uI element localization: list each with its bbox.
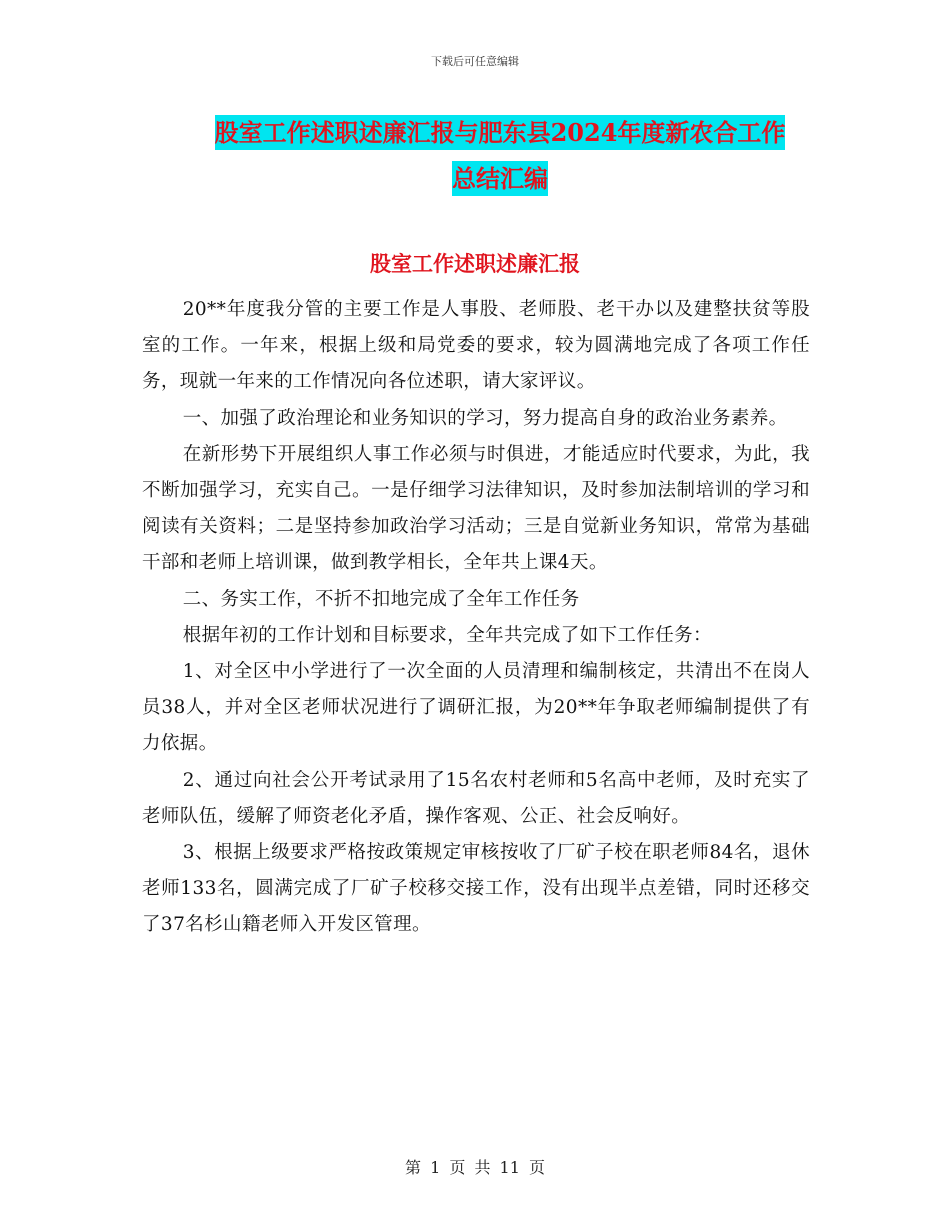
- paragraph: 一、加强了政治理论和业务知识的学习，努力提高自身的政治业务素养。: [182, 407, 788, 429]
- section-title: 股室工作述职述廉汇报: [370, 251, 580, 276]
- paragraph: 根据年初的工作计划和目标要求，全年共完成了如下工作任务：: [182, 624, 712, 646]
- paragraph: 在新形势下开展组织人事工作必须与时俱进，才能适应时代要求，为此，我不断加强学习，充实自己。一是仔细学习法律知识，及时参加法制培训的学习和阅读有关资料；二是坚持参加政治学习活动；三是自觉新业务知识，常常为基础干部和老师上培训课，做到教学相长，全年共上课4天。: [142, 443, 810, 574]
- paragraph: 2、通过向社会公开考试录用了15名农村老师和5名高中老师，及时充实了老师队伍，缓解了师资老化矛盾，操作客观、公正、社会反响好。: [142, 769, 810, 827]
- document-title-line-1: 股室工作述职述廉汇报与肥东县2024年度新农合工作: [215, 115, 786, 150]
- body-text: [142, 292, 810, 944]
- header-note: 下载后可任意编辑: [431, 55, 519, 68]
- document-title-line-2: 总结汇编: [452, 161, 548, 196]
- paragraph: 20**年度我分管的主要工作是人事股、老师股、老干办以及建整扶贫等股室的工作。一年来，根据上级和局党委的要求，较为圆满地完成了各项工作任务，现就一年来的工作情况向各位述职，请大家评议。: [142, 299, 810, 393]
- paragraph: 1、对全区中小学进行了一次全面的人员清理和编制核定，共清出不在岗人员38人，并对全区老师状况进行了调研汇报，为20**年争取老师编制提供了有力依据。: [142, 661, 810, 755]
- document-title: [140, 110, 860, 202]
- paragraph: 3、根据上级要求严格按政策规定审核按收了厂矿子校在职老师84名，退休老师133名，圆满完成了厂矿子校移交接工作，没有出现半点差错，同时还移交了37名杉山籍老师入开发区管理。: [142, 842, 810, 936]
- paragraph: 二、务实工作，不折不扣地完成了全年工作任务: [182, 588, 580, 610]
- page-footer: 第 1 页 共 11 页: [405, 1158, 545, 1177]
